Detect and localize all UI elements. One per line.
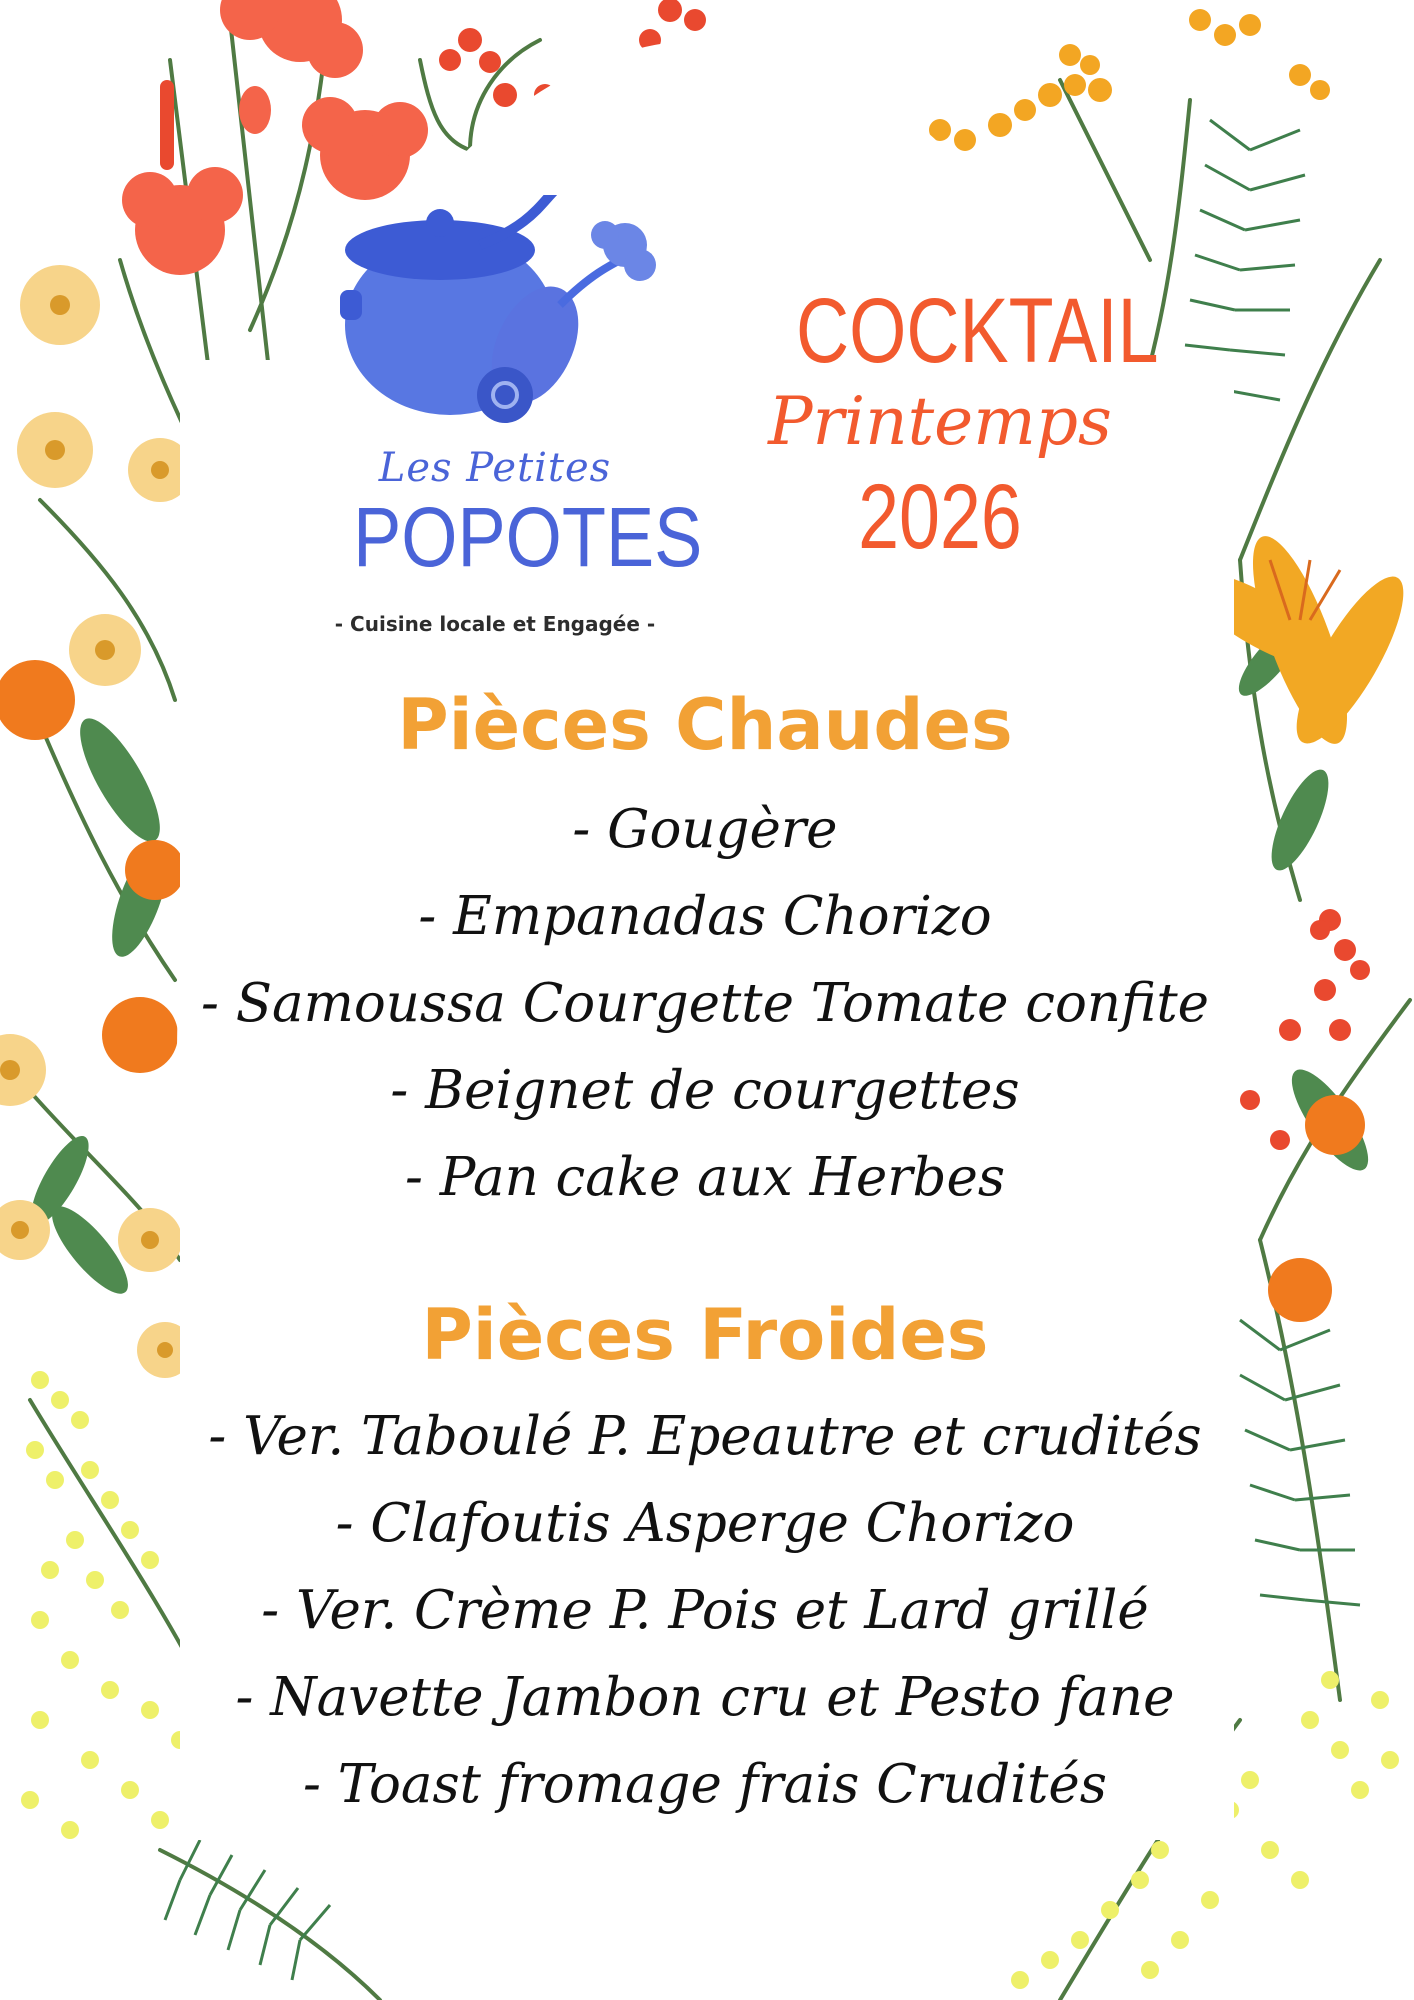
- brand-name-small: Les Petites: [378, 445, 612, 491]
- menu-item: - Empanadas Chorizo: [418, 886, 992, 947]
- section-heading-hot: Pièces Chaudes: [397, 684, 1013, 766]
- menu-item: - Toast fromage frais Crudités: [302, 1754, 1107, 1815]
- menu-item: - Gougère: [572, 799, 838, 860]
- menu-item: - Samoussa Courgette Tomate confite: [200, 973, 1210, 1034]
- title-printemps: Printemps: [768, 383, 1112, 460]
- menu-item: - Pan cake aux Herbes: [404, 1147, 1006, 1208]
- brand-logo: [330, 195, 703, 645]
- brand-tagline: - Cuisine locale et Engagée -: [334, 612, 656, 636]
- menu-list-cold: [200, 1393, 1210, 1828]
- section-heading-cold: Pièces Froides: [421, 1294, 989, 1376]
- menu-item: - Ver. Crème P. Pois et Lard grillé: [261, 1580, 1149, 1641]
- cooking-pot-icon: [330, 195, 660, 435]
- menu-item: - Navette Jambon cru et Pesto fane: [235, 1667, 1175, 1728]
- title-cocktail: COCKTAIL: [796, 280, 1159, 382]
- menu-item: - Ver. Taboulé P. Epeautre et crudités: [208, 1406, 1202, 1467]
- event-title: [760, 280, 1159, 568]
- menu-item: - Beignet de courgettes: [390, 1060, 1020, 1121]
- brand-name-big: POPOTES: [353, 490, 703, 584]
- menu-item: - Clafoutis Asperge Chorizo: [335, 1493, 1075, 1554]
- menu-list-hot: [200, 786, 1210, 1221]
- title-year: 2026: [858, 466, 1022, 568]
